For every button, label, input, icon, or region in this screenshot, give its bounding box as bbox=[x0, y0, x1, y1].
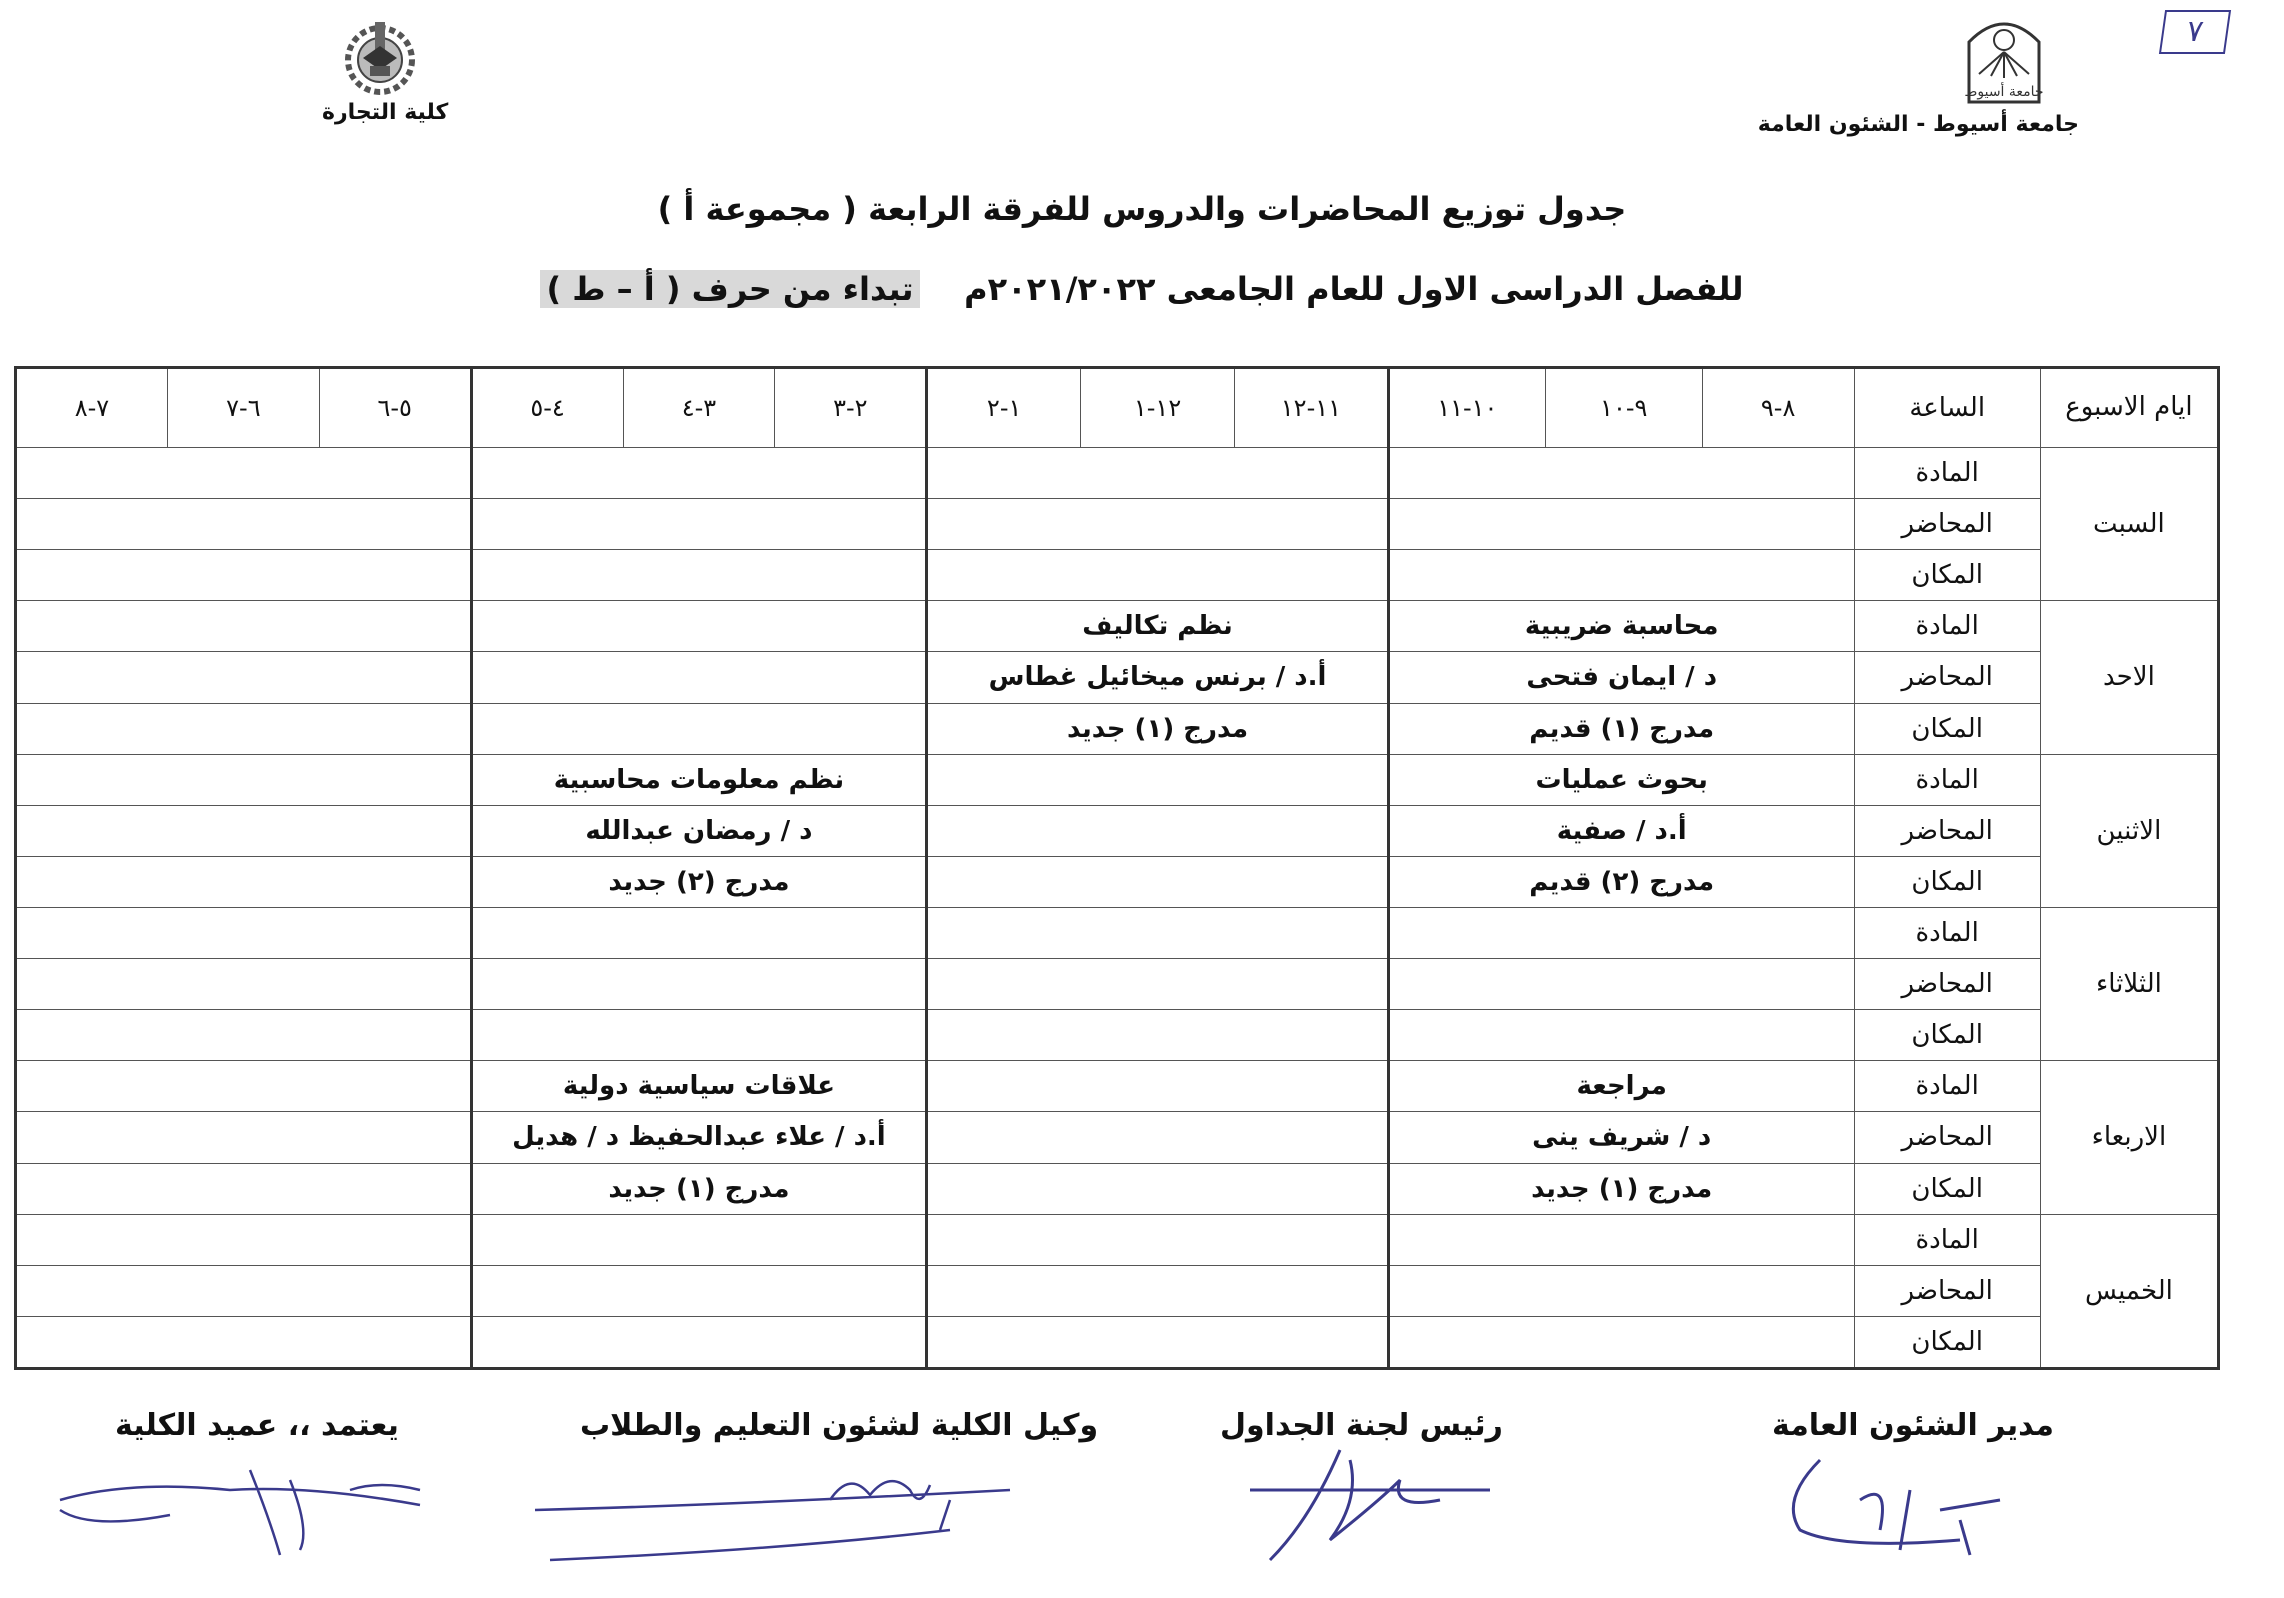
university-name: جامعة أسيوط - الشئون العامة bbox=[1757, 112, 2079, 137]
table-row bbox=[16, 1010, 2219, 1061]
field-label: المحاضر bbox=[1854, 652, 2040, 703]
table-row bbox=[16, 550, 2219, 601]
field-label: المحاضر bbox=[1854, 1265, 2040, 1316]
lecture-cell bbox=[927, 1316, 1389, 1368]
dean-title: يعتمد ،، عميد الكلية bbox=[115, 1408, 399, 1443]
vice-dean-title: وكيل الكلية لشئون التعليم والطلاب bbox=[580, 1408, 1099, 1443]
slot-header: ١-٢ bbox=[927, 368, 1081, 448]
lecture-cell bbox=[471, 1316, 927, 1368]
lecture-cell bbox=[471, 601, 927, 652]
empty-cell bbox=[16, 907, 472, 958]
university-logo-icon bbox=[1959, 12, 2049, 108]
lecture-cell: نظم معلومات محاسبية bbox=[471, 754, 927, 805]
field-label: المادة bbox=[1854, 754, 2040, 805]
table-row bbox=[16, 856, 2219, 907]
lecture-cell: مدرج (١) قديم bbox=[1388, 703, 1854, 754]
table-row bbox=[16, 754, 2219, 805]
table-row bbox=[16, 805, 2219, 856]
lecture-cell bbox=[471, 652, 927, 703]
lecture-cell bbox=[471, 1265, 927, 1316]
field-label: المحاضر bbox=[1854, 805, 2040, 856]
page-subtitle bbox=[0, 270, 2284, 308]
dean-signature bbox=[50, 1450, 450, 1570]
general-affairs-signature bbox=[1760, 1440, 2040, 1570]
day-name: الاربعاء bbox=[2040, 1061, 2218, 1214]
table-row bbox=[16, 703, 2219, 754]
day-name: الاثنين bbox=[2040, 754, 2218, 907]
empty-cell bbox=[16, 550, 472, 601]
lecture-cell: أ.د / صفية bbox=[1388, 805, 1854, 856]
lecture-cell bbox=[927, 1163, 1389, 1214]
lecture-cell bbox=[927, 907, 1389, 958]
lecture-cell bbox=[1388, 1214, 1854, 1265]
lecture-cell bbox=[927, 448, 1389, 499]
field-label: المكان bbox=[1854, 1163, 2040, 1214]
lecture-cell: مدرج (٢) جديد bbox=[471, 856, 927, 907]
field-label: المكان bbox=[1854, 856, 2040, 907]
table-row bbox=[16, 601, 2219, 652]
lecture-cell bbox=[1388, 499, 1854, 550]
lecture-cell bbox=[1388, 550, 1854, 601]
empty-cell bbox=[16, 652, 472, 703]
lecture-cell bbox=[927, 805, 1389, 856]
lecture-cell bbox=[927, 1265, 1389, 1316]
empty-cell bbox=[16, 1316, 472, 1368]
slot-header: ١٢-١ bbox=[1081, 368, 1235, 448]
lecture-cell bbox=[1388, 1316, 1854, 1368]
lecture-cell bbox=[1388, 959, 1854, 1010]
lecture-cell bbox=[927, 856, 1389, 907]
lecture-cell: مدرج (٢) قديم bbox=[1388, 856, 1854, 907]
field-label: المكان bbox=[1854, 550, 2040, 601]
schedule-table bbox=[14, 366, 2220, 1370]
lecture-cell bbox=[471, 959, 927, 1010]
field-label: المادة bbox=[1854, 907, 2040, 958]
general-affairs-title: مدير الشئون العامة bbox=[1772, 1408, 2054, 1443]
empty-cell bbox=[16, 1214, 472, 1265]
lecture-cell bbox=[471, 1010, 927, 1061]
field-label: المكان bbox=[1854, 1010, 2040, 1061]
lecture-cell bbox=[927, 1112, 1389, 1163]
lecture-cell bbox=[471, 1214, 927, 1265]
table-row bbox=[16, 499, 2219, 550]
slot-header: ٥-٦ bbox=[319, 368, 471, 448]
lecture-cell: علاقات سياسية دولية bbox=[471, 1061, 927, 1112]
table-row bbox=[16, 1265, 2219, 1316]
slot-header: ٨-٩ bbox=[1702, 368, 1854, 448]
slot-header: ٢-٣ bbox=[775, 368, 927, 448]
lecture-cell: مدرج (١) جديد bbox=[927, 703, 1389, 754]
empty-cell bbox=[16, 805, 472, 856]
lecture-cell bbox=[471, 703, 927, 754]
lecture-cell bbox=[1388, 907, 1854, 958]
slot-header: ٤-٥ bbox=[471, 368, 623, 448]
slot-header: ٧-٨ bbox=[16, 368, 168, 448]
table-row bbox=[16, 959, 2219, 1010]
lecture-cell bbox=[471, 550, 927, 601]
empty-cell bbox=[16, 1112, 472, 1163]
lecture-cell: د / رمضان عبدالله bbox=[471, 805, 927, 856]
table-row bbox=[16, 1163, 2219, 1214]
slot-header: ١٠-١١ bbox=[1388, 368, 1545, 448]
table-row bbox=[16, 448, 2219, 499]
logo-text: جامعة أسيوط bbox=[1964, 84, 2044, 100]
lecture-cell: أ.د / برنس ميخائيل غطاس bbox=[927, 652, 1389, 703]
lecture-cell: مدرج (١) جديد bbox=[1388, 1163, 1854, 1214]
slot-header: ٩-١٠ bbox=[1545, 368, 1702, 448]
field-label: المكان bbox=[1854, 703, 2040, 754]
vice-dean-signature bbox=[530, 1450, 1030, 1570]
slot-header: ٦-٧ bbox=[167, 368, 319, 448]
lecture-cell bbox=[927, 1061, 1389, 1112]
college-logo-icon bbox=[325, 18, 435, 98]
table-row bbox=[16, 1214, 2219, 1265]
day-name: السبت bbox=[2040, 448, 2218, 601]
field-label: المادة bbox=[1854, 601, 2040, 652]
field-label: المادة bbox=[1854, 1214, 2040, 1265]
page-title: جدول توزيع المحاضرات والدروس للفرقة الرابعة ( مجموعة أ ) bbox=[657, 190, 1627, 228]
schedule-committee-title: رئيس لجنة الجداول bbox=[1220, 1408, 1503, 1443]
empty-cell bbox=[16, 448, 472, 499]
lecture-cell: بحوث عمليات bbox=[1388, 754, 1854, 805]
empty-cell bbox=[16, 1010, 472, 1061]
lecture-cell: أ.د / علاء عبدالحفيظ د / هديل bbox=[471, 1112, 927, 1163]
lecture-cell bbox=[471, 499, 927, 550]
lecture-cell bbox=[471, 448, 927, 499]
table-row bbox=[16, 652, 2219, 703]
day-name: الاحد bbox=[2040, 601, 2218, 754]
lecture-cell bbox=[1388, 448, 1854, 499]
empty-cell bbox=[16, 1163, 472, 1214]
empty-cell bbox=[16, 499, 472, 550]
lecture-cell bbox=[1388, 1265, 1854, 1316]
page-number: ٧ bbox=[2159, 10, 2231, 54]
subtitle-main: للفصل الدراسى الاول للعام الجامعى ٢٠٢١/٢٠٢٢م bbox=[964, 270, 1744, 308]
field-label: المحاضر bbox=[1854, 959, 2040, 1010]
slot-header: ١١-١٢ bbox=[1234, 368, 1388, 448]
lecture-cell bbox=[927, 754, 1389, 805]
table-row bbox=[16, 1061, 2219, 1112]
field-label: المحاضر bbox=[1854, 499, 2040, 550]
lecture-cell bbox=[927, 1010, 1389, 1061]
day-name: الخميس bbox=[2040, 1214, 2218, 1368]
lecture-cell bbox=[927, 959, 1389, 1010]
lecture-cell: نظم تكاليف bbox=[927, 601, 1389, 652]
lecture-cell bbox=[471, 907, 927, 958]
table-row bbox=[16, 907, 2219, 958]
lecture-cell bbox=[1388, 1010, 1854, 1061]
subtitle-highlight: تبداء من حرف ( أ – ط ) bbox=[540, 270, 919, 308]
empty-cell bbox=[16, 959, 472, 1010]
lecture-cell: مدرج (١) جديد bbox=[471, 1163, 927, 1214]
lecture-cell: محاسبة ضريبية bbox=[1388, 601, 1854, 652]
lecture-cell: مراجعة bbox=[1388, 1061, 1854, 1112]
time-header: الساعة bbox=[1854, 368, 2040, 448]
lecture-cell bbox=[927, 550, 1389, 601]
slot-header: ٣-٤ bbox=[623, 368, 775, 448]
empty-cell bbox=[16, 601, 472, 652]
day-header: ايام الاسبوع bbox=[2040, 368, 2218, 448]
field-label: المادة bbox=[1854, 448, 2040, 499]
field-label: المكان bbox=[1854, 1316, 2040, 1368]
empty-cell bbox=[16, 703, 472, 754]
college-name: كلية التجارة bbox=[322, 100, 449, 125]
empty-cell bbox=[16, 1265, 472, 1316]
field-label: المادة bbox=[1854, 1061, 2040, 1112]
empty-cell bbox=[16, 1061, 472, 1112]
empty-cell bbox=[16, 856, 472, 907]
empty-cell bbox=[16, 754, 472, 805]
table-row bbox=[16, 1316, 2219, 1368]
lecture-cell: د / ايمان فتحى bbox=[1388, 652, 1854, 703]
field-label: المحاضر bbox=[1854, 1112, 2040, 1163]
lecture-cell bbox=[927, 499, 1389, 550]
lecture-cell: د / شريف ينى bbox=[1388, 1112, 1854, 1163]
table-row bbox=[16, 1112, 2219, 1163]
committee-signature bbox=[1240, 1430, 1510, 1570]
table-header-row bbox=[16, 368, 2219, 448]
lecture-cell bbox=[927, 1214, 1389, 1265]
day-name: الثلاثاء bbox=[2040, 907, 2218, 1060]
